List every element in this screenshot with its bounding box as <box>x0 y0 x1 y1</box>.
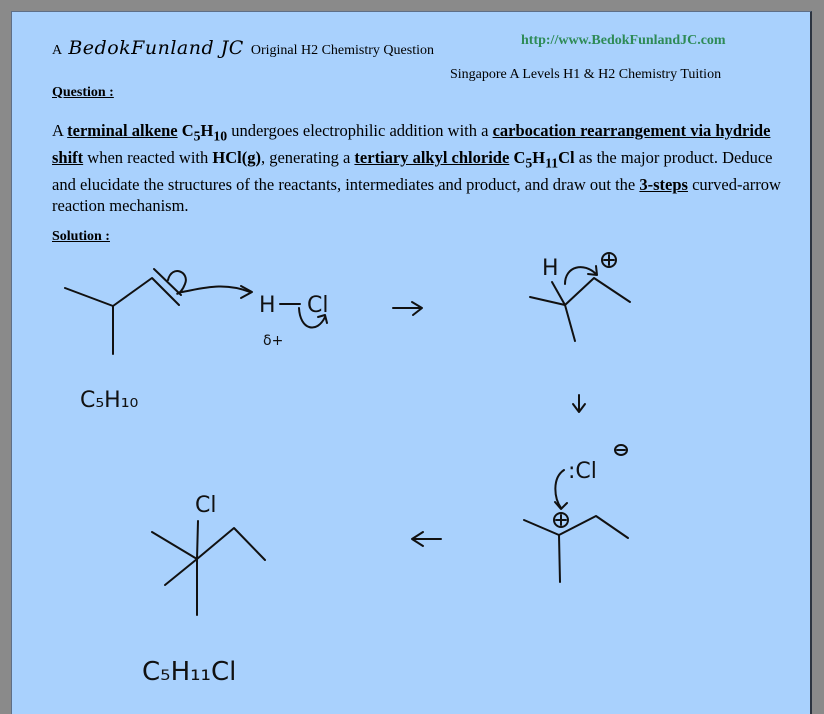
cl-atom-label: Cl <box>307 293 329 318</box>
q-keyword-rearrangement: carbocation rearrangement via hydride shift <box>52 121 771 167</box>
delta-plus-label: δ+ <box>263 333 284 349</box>
q-formula-reactant: $C_5H_{10}$ <box>181 121 228 144</box>
q-keyword-3-steps: 3-steps <box>639 174 688 194</box>
step-arrow-3 <box>412 532 441 546</box>
reactant-structure <box>65 269 327 354</box>
brand-logo-text: BedokFunland JC <box>68 37 244 59</box>
mechanism-drawing <box>12 12 810 714</box>
header-subtitle: Original H2 Chemistry Question <box>250 43 434 58</box>
q-text: , generating a <box>260 147 355 167</box>
q-text: curved-arrow reaction mechanism. <box>52 174 781 216</box>
solution-label: Solution : <box>52 229 110 244</box>
q-keyword-tertiary-chloride: tertiary alkyl chloride <box>354 147 510 167</box>
product-formula: C₅H₁₁Cl <box>142 657 237 687</box>
q-reagent: HCl(g) <box>212 147 261 167</box>
q-text: as the major product. Deduce and elucidate the structures of the reactants, intermediates and product, and draw out the <box>52 147 773 194</box>
product-cl-label: Cl <box>195 493 217 518</box>
header-prefix: A <box>52 43 62 58</box>
product-structure <box>152 521 265 615</box>
cation-h-label: H <box>542 256 559 281</box>
chloride-ion-label: :Cl <box>568 459 597 484</box>
q-text: A <box>52 121 68 140</box>
website-link[interactable]: http://www.BedokFunlandJC.com <box>521 33 726 48</box>
q-text: when reacted with <box>83 147 213 167</box>
q-formula-product: $C_5H_{11}Cl$ <box>513 147 575 171</box>
q-text: undergoes electrophilic addition with a <box>227 121 493 140</box>
question-label: Question : <box>52 85 114 100</box>
document-page <box>11 11 812 714</box>
step-arrow-1 <box>393 302 422 315</box>
reactant-formula: C₅H₁₀ <box>80 388 139 413</box>
q-keyword-terminal-alkene: terminal alkene <box>67 121 178 140</box>
step-arrow-2 <box>573 395 585 412</box>
h-atom-label: H <box>259 293 276 318</box>
tuition-tagline: Singapore A Levels H1 & H2 Chemistry Tuition <box>450 67 722 82</box>
